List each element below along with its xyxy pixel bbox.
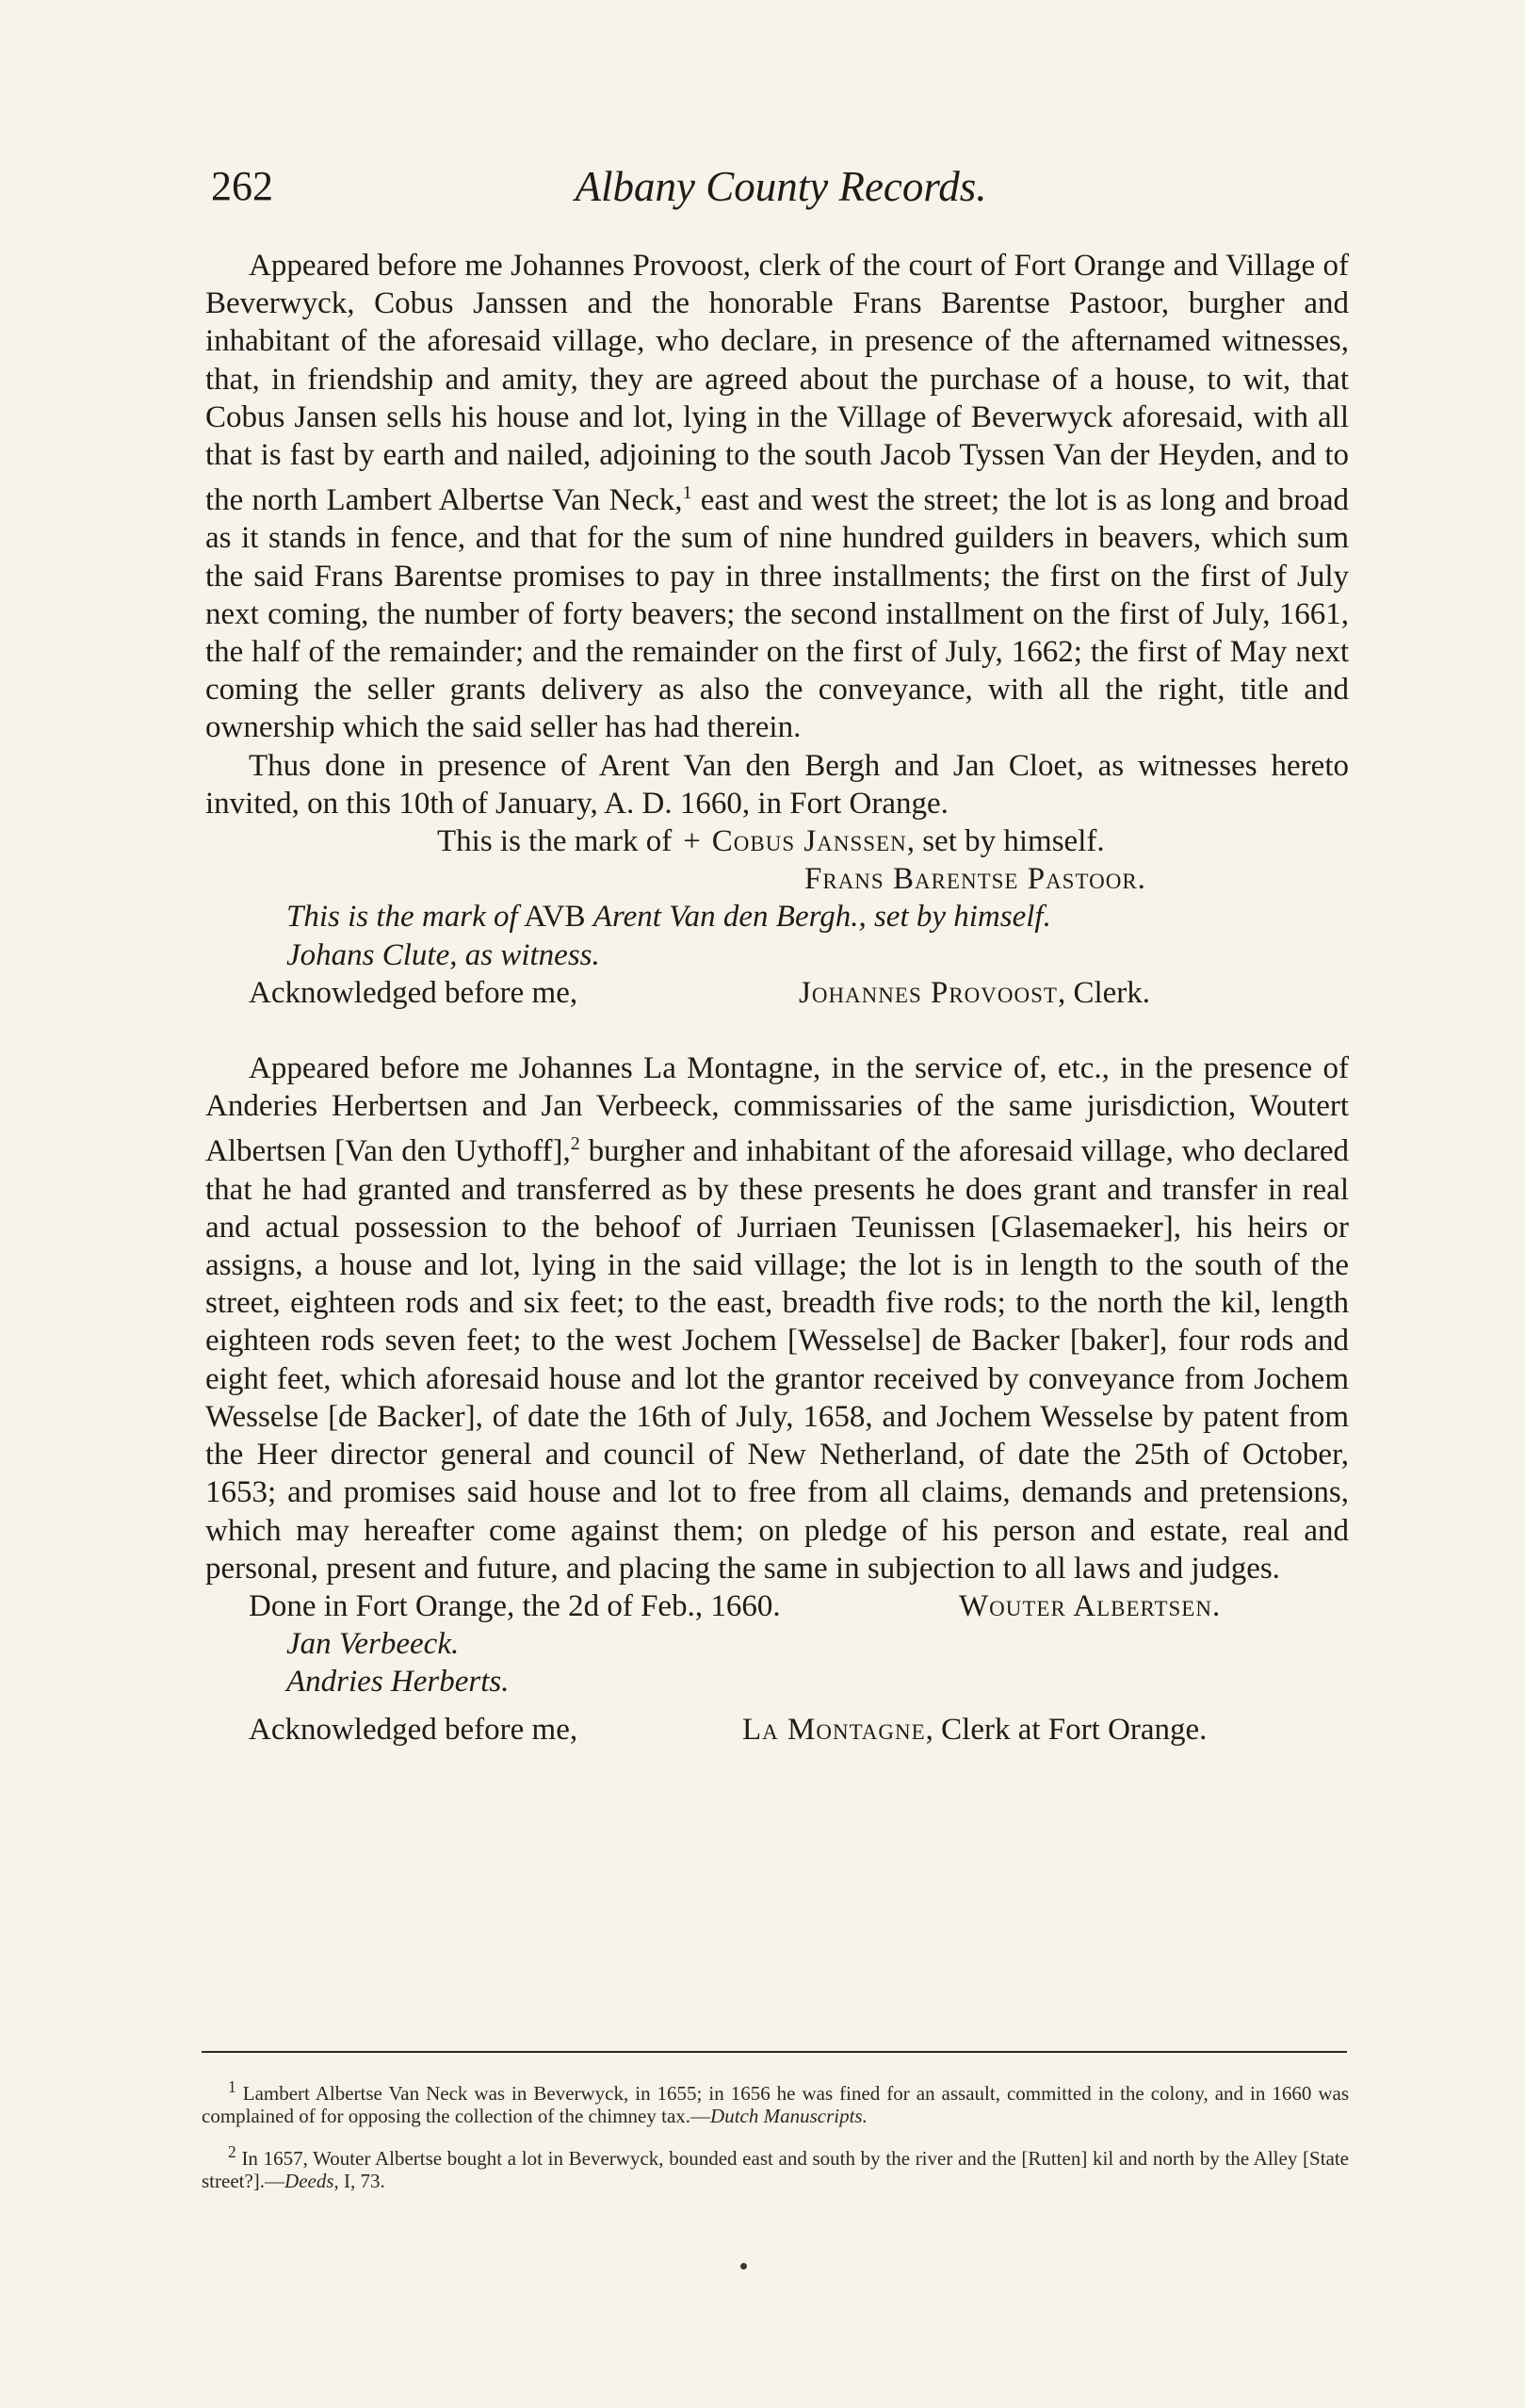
clerk-title-2: , Clerk at Fort Orange. <box>925 1712 1208 1747</box>
page-mark-dot <box>740 2263 747 2270</box>
mark-suffix: , set by himself. <box>906 824 1105 859</box>
page-number: 262 <box>211 163 273 209</box>
footnote-ref-2: 2 <box>570 1133 580 1155</box>
footnote-ref-1: 1 <box>682 482 692 504</box>
footnote-tail: , I, 73. <box>333 2170 385 2192</box>
mark-prefix: This is the mark of <box>437 824 673 859</box>
ack-label: Acknowledged before me, <box>249 975 578 1010</box>
signer-wouter-albertsen: Wouter Albertsen. <box>959 1588 1222 1623</box>
witness-andries-herberts: Andries Herberts. <box>286 1665 510 1700</box>
mark-line-avb <box>205 898 1349 936</box>
deed2-paragraph-text-cont: burgher and inhabitant of the aforesaid village, who declared that he had granted and transferred as by these presents he does grant and transfer in real and actual possession to the behoof of Jurriaen Teunissen [Glasemaeker], his heirs or assigns, a house and lot, lying in the said village; the lot is in length to the south of the street, eighteen rods and six feet; to the east, breadth five rods; to the north the kil, length eighteen rods seven feet; to the west Jochem [Wesselse] de Backer [baker], four rods and eight feet, which aforesaid house and lot the grantor received by conveyance from Jochem Wesselse [de Backer], of date the 16th of July, 1658, and Jochem Wesselse by patent from the Heer director general and council of New Netherland, of date the 25th of October, 1653; and promises said house and lot to free from all claims, demands and pretensions, which may hereafter come against them; on pledge of his person and estate, real and personal, present and future, and placing the same in subjection to all laws and judges. <box>205 1134 1349 1586</box>
ack-line-2 <box>205 1711 1349 1749</box>
deed2-paragraph-text: Appeared before me Johannes La Montagne, in the service of, etc., in the presence of Anderies Herbertsen and Jan Verbeeck, commissaries of the same jurisdiction, Woutert Albertsen [Van den Uythoff], <box>205 1051 1349 1169</box>
witness-jan-verbeeck: Jan Verbeeck. <box>286 1627 460 1662</box>
deed1-thus-done: Thus done in presence of Arent Van den Bergh and Jan Cloet, as witnesses hereto invited, on this 10th of January, A. D. 1660, in Fort Orange. <box>205 748 1349 821</box>
avb-suffix: Arent Van den Bergh., set by himself. <box>592 900 1051 935</box>
section-gap <box>205 1012 1349 1049</box>
clerk-name-2: La Montagne <box>742 1712 926 1747</box>
footnote-number: 1 <box>228 2077 236 2096</box>
ack-line-1 <box>205 974 1349 1012</box>
deed1-paragraph-text: Appeared before me Johannes Provoost, clerk of the court of Fort Orange and Village of Beverwyck, Cobus Janssen and the honorable Frans Barentse Pastoor, burgher and inhabitant of the aforesaid village, who declare, in presence of the afternamed witnesses, that, in friendship and amity, they are agreed about the purchase of a house, to wit, that Cobus Jansen sells his house and lot, lying in the Village of Beverwyck aforesaid, with all that is fast by earth and nailed, adjoining to the south Jacob Tyssen Van der Heyden, and to the north Lambert Albertse Van Neck, <box>205 249 1349 518</box>
deed1-paragraph <box>205 247 1349 747</box>
avb-prefix: This is the mark of <box>286 900 518 935</box>
footnote-source: Dutch Manuscripts. <box>710 2105 868 2127</box>
clerk-name: Johannes Provoost <box>799 975 1058 1010</box>
footnote-text: In 1657, Wouter Albertse bought a lot in Beverwyck, bounded east and south by the river and the [Rutten] kil and north by the Alley [State street?].— <box>202 2147 1350 2192</box>
footnote-text: Lambert Albertse Van Neck was in Beverwyck, in 1655; in 1656 he was fined for an assault, committed in the colony, and in 1660 was complained of for opposing the collection of the chimney tax.— <box>202 2082 1350 2127</box>
avb-mark: AVB <box>524 900 586 935</box>
footnote-2 <box>202 2140 1349 2192</box>
deed2-paragraph <box>205 1049 1349 1587</box>
done-line <box>205 1587 1349 1625</box>
ack-label-2: Acknowledged before me, <box>249 1712 578 1747</box>
body-text <box>205 247 1349 1749</box>
running-title: Albany County Records. <box>575 163 987 210</box>
deed1-paragraph-text-cont: east and west the street; the lot is as long and broad as it stands in fence, and that for the sum of nine hundred guilders in beavers, which sum the said Frans Barentse promises to pay in three installments; the first on the first of July next coming, the number of forty beavers; the second installment on the first of July, 1661, the half of the remainder; and the remainder on the first of July, 1662; the first of May next coming the seller grants delivery as also the conveyance, with all the right, title and ownership which the said seller has had therein. <box>205 483 1349 745</box>
ack-clerk-2 <box>742 1711 1207 1749</box>
ack-clerk-1 <box>799 974 1150 1012</box>
footnote-source: Deeds <box>284 2170 334 2192</box>
cross-mark-icon: + <box>683 824 701 859</box>
footnote-number: 2 <box>228 2142 236 2161</box>
done-text: Done in Fort Orange, the 2d of Feb., 1660. <box>249 1588 781 1623</box>
page-header <box>211 162 1351 219</box>
witness-johans-clute: Johans Clute, as witness. <box>286 937 600 972</box>
signer-frans-barentse: Frans Barentse Pastoor. <box>804 862 1146 897</box>
signer-cobus-janssen: Cobus Janssen <box>711 824 907 859</box>
clerk-title: , Clerk. <box>1057 975 1151 1010</box>
footnote-rule <box>202 2051 1347 2053</box>
footnote-1 <box>202 2075 1349 2127</box>
footnotes <box>202 2075 1349 2205</box>
mark-line-cobus <box>205 822 1349 860</box>
